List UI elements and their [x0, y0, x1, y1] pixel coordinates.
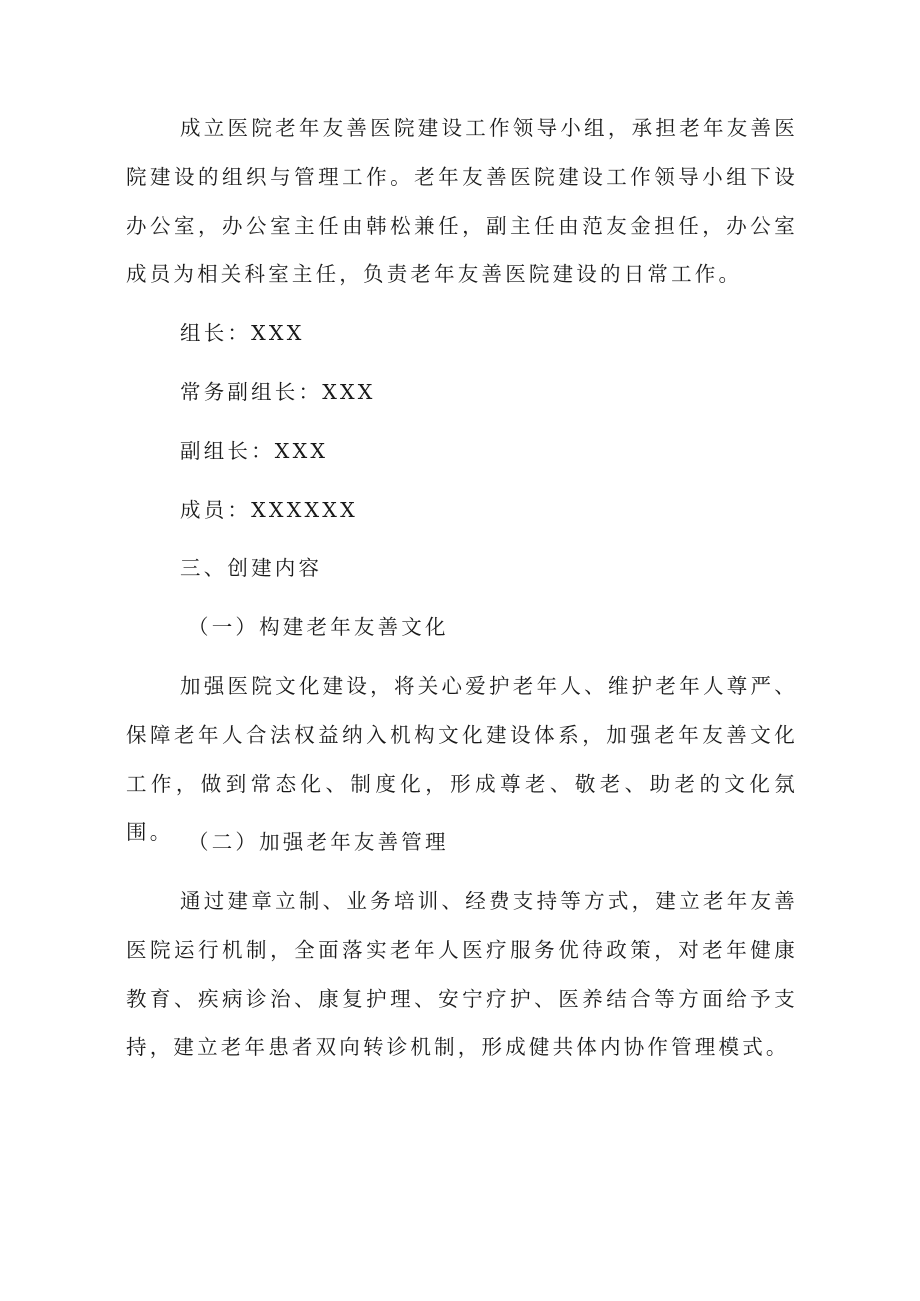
subsection-two-heading: （二）加强老年友善管理 — [188, 830, 449, 854]
subsection-one-heading: （一）构建老年友善文化 — [188, 615, 449, 639]
executive-deputy-line: 常务副组长：XXX — [180, 380, 376, 404]
deputy-line: 副组长：XXX — [180, 439, 329, 463]
subsection-one-paragraph: 加强医院文化建设，将关心爱护老年人、维护老年人尊严、保障老年人合法权益纳入机构文化建设体系，加强老年友善文化工作，做到常态化、制度化，形成尊老、敬老、助老的文化氛围。 — [126, 674, 798, 845]
members-line: 成员：XXXXXX — [180, 498, 358, 522]
section-three-heading: 三、创建内容 — [180, 556, 323, 580]
intro-paragraph: 成立医院老年友善医院建设工作领导小组，承担老年友善医院建设的组织与管理工作。老年友善医院建设工作领导小组下设办公室，办公室主任由韩松兼任，副主任由范友金担任，办公室成员为相关科室主任，负责老年友善医院建设的日常工作。 — [126, 116, 798, 287]
subsection-two-paragraph: 通过建章立制、业务培训、经费支持等方式，建立老年友善医院运行机制，全面落实老年人医疗服务优待政策，对老年健康教育、疾病诊治、康复护理、安宁疗护、医养结合等方面给予支持，建立老年患者双向转诊机制，形成健共体内协作管理模式。 — [126, 889, 798, 1060]
leader-line: 组长：XXX — [180, 321, 305, 345]
